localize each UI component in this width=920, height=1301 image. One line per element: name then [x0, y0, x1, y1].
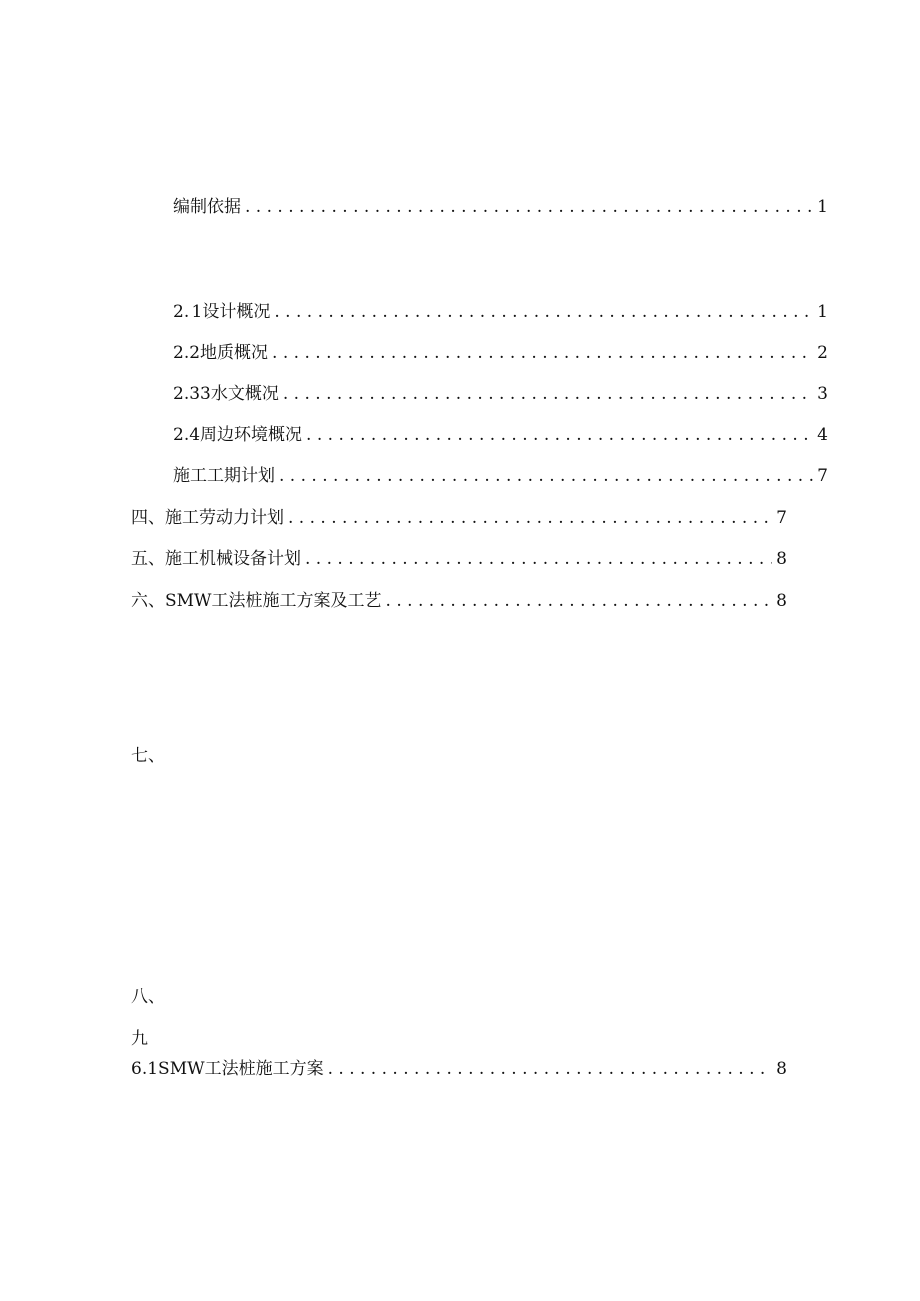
toc-leader-dots [306, 424, 813, 446]
toc-entry-number: 2.4 [173, 425, 201, 445]
toc-leader-dots [279, 465, 813, 487]
toc-entry-page: 2 [817, 343, 828, 363]
toc-entry-page: 8 [776, 591, 787, 611]
toc-entry-number: 六、 [131, 591, 165, 611]
toc-leader-dots [288, 507, 772, 529]
toc-entry-number: 五、 [131, 549, 165, 569]
toc-leader-dots [274, 301, 813, 323]
toc-entry-title: 周边环境概况 [200, 425, 303, 445]
toc-entry-page: 7 [817, 466, 828, 486]
toc-entry-number: 四、 [131, 508, 165, 528]
toc-leader-dots [386, 590, 773, 612]
toc-entry-page: 4 [817, 425, 828, 445]
toc-entry-surroundings-overview[interactable] [173, 424, 828, 446]
toc-entry-page: 1 [817, 302, 828, 322]
toc-entry-compilation-basis[interactable] [173, 196, 828, 218]
toc-entry-number: 6. [131, 1059, 148, 1079]
toc-entry-number: 2. [173, 302, 190, 322]
toc-entry-page: 1 [817, 197, 828, 217]
toc-entry-schedule-plan[interactable] [173, 465, 828, 487]
toc-entry-title: 施工劳动力计划 [165, 508, 284, 528]
toc-entry-page: 7 [776, 508, 787, 528]
toc-leader-dots [272, 342, 813, 364]
toc-entry-title: 施工工期计划 [173, 466, 275, 486]
toc-leader-dots [245, 196, 813, 218]
toc-entry-number: 2.3 [173, 384, 201, 404]
toc-heading-nine: 九 [131, 1029, 148, 1049]
toc-entry-title: 1设计概况 [191, 302, 271, 322]
toc-entry-labor-plan[interactable] [131, 507, 787, 529]
toc-entry-page: 8 [776, 1059, 787, 1079]
toc-heading-seven: 七、 [131, 746, 165, 766]
toc-leader-dots [305, 548, 772, 570]
toc-entry-title: 1SMW工法桩施工方案 [147, 1059, 324, 1079]
toc-entry-title: SMW工法桩施工方案及工艺 [165, 591, 382, 611]
toc-entry-geology-overview[interactable] [173, 342, 828, 364]
toc-entry-title: 编制依据 [173, 197, 241, 217]
toc-entry-hydrology-overview[interactable] [173, 383, 828, 405]
toc-entry-design-overview[interactable] [173, 301, 828, 323]
toc-heading-eight: 八、 [131, 987, 165, 1007]
toc-entry-title: 3水文概况 [200, 384, 279, 404]
toc-entry-title: 施工机械设备计划 [165, 549, 301, 569]
toc-entry-smw-method-plan[interactable] [131, 1058, 787, 1080]
toc-entry-page: 3 [817, 384, 828, 404]
toc-leader-dots [328, 1058, 773, 1080]
toc-entry-page: 8 [776, 549, 787, 569]
toc-entry-smw-method-process[interactable] [131, 590, 787, 612]
toc-leader-dots [283, 383, 813, 405]
toc-entry-equipment-plan[interactable] [131, 548, 787, 570]
toc-entry-title: 地质概况 [200, 343, 269, 363]
toc-entry-number: 2.2 [173, 343, 201, 363]
